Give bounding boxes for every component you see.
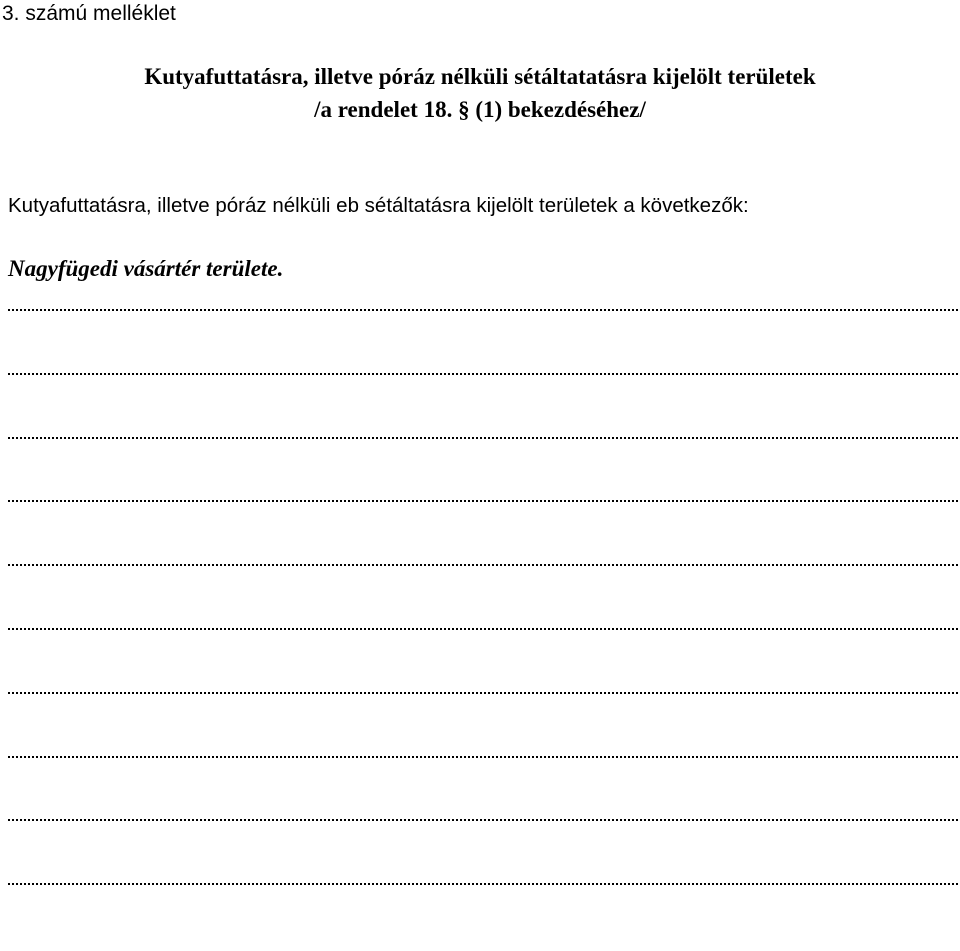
blank-dotted-line <box>8 437 958 439</box>
blank-dotted-line <box>8 883 958 885</box>
blank-dotted-line <box>8 500 958 502</box>
blank-dotted-line <box>8 309 958 311</box>
area-name: Nagyfügedi vásártér területe. <box>8 256 284 281</box>
title-line-1: Kutyafuttatásra, illetve póráz nélküli sétáltatatásra kijelölt területek <box>144 64 816 89</box>
blank-dotted-line <box>8 692 958 694</box>
blank-dotted-line <box>8 756 958 758</box>
blank-dotted-line <box>8 373 958 375</box>
blank-dotted-line <box>8 819 958 821</box>
annex-label: 3. számú melléklet <box>2 2 176 25</box>
intro-text: Kutyafuttatásra, illetve póráz nélküli eb sétáltatásra kijelölt területek a következők: <box>8 194 749 217</box>
blank-dotted-line <box>8 628 958 630</box>
title-line-2: /a rendelet 18. § (1) bekezdéséhez/ <box>314 97 646 122</box>
blank-dotted-line <box>8 564 958 566</box>
